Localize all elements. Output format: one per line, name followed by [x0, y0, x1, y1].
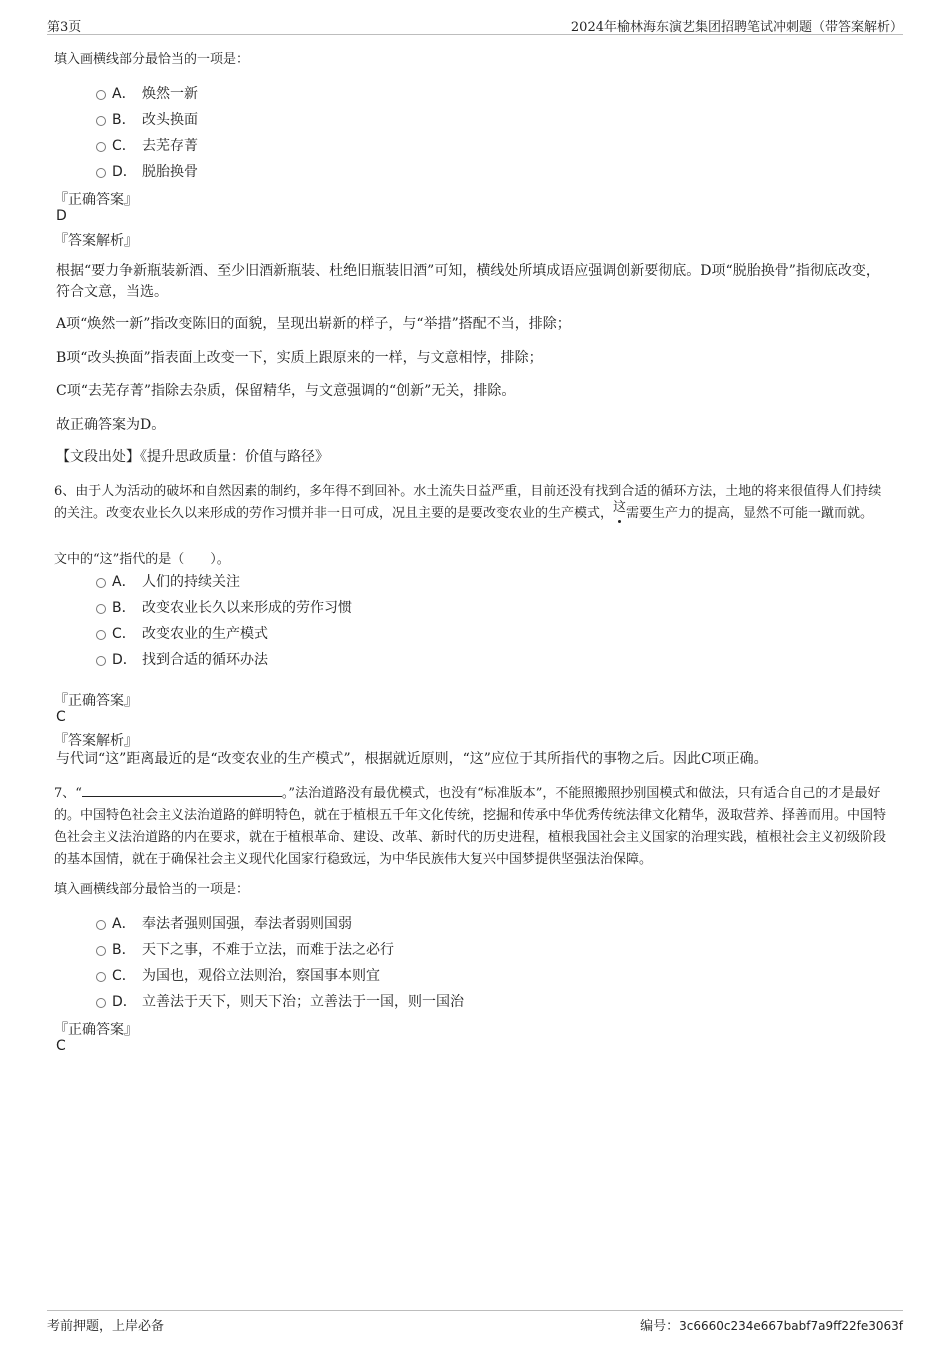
q7-option-d[interactable]: D． 立善法于天下，则天下治；立善法于一国，则一国治	[96, 991, 464, 1011]
q5-analysis-paragraph: C项“去芜存菁”指除去杂质，保留精华，与文意强调的“创新”无关，排除。	[56, 383, 516, 399]
radio-icon[interactable]	[96, 630, 106, 640]
q6-analysis: 与代词“这”距离最近的是“改变农业的生产模式”，根据就近原则，“这”应位于其所指代的事物之后。因此C项正确。	[56, 751, 768, 767]
q5-option-a[interactable]: A． 焕然一新	[96, 83, 198, 103]
radio-icon[interactable]	[96, 998, 106, 1008]
radio-icon[interactable]	[96, 920, 106, 930]
q5-option-b[interactable]: B． 改头换面	[96, 109, 198, 129]
q5-option-d[interactable]: D． 脱胎换骨	[96, 161, 198, 181]
q6-option-b[interactable]: B． 改变农业长久以来形成的劳作习惯	[96, 597, 352, 617]
q5-analysis-paragraph: 故正确答案为D。	[56, 417, 166, 433]
q5-option-c[interactable]: C． 去芜存菁	[96, 135, 198, 155]
q7-option-c[interactable]: C． 为国也，观俗立法则治，察国事本则宜	[96, 965, 380, 985]
q5-analysis-label: 『答案解析』	[54, 233, 138, 249]
q7-stem: 7、“ 。”法治道路没有最优模式，也没有“标准版本”，不能照搬照抄别国模式和做法，只有适合自己的才是最好的。中国特色社会主义法治道路的鲜明特色，就在于植根五千年文化传统，挖掘和传承中华优秀传统法律文化精华，汲取营养、择善而用。中国特色社会主义法治道路的内在要求，就在于植根革命、建设、改革、新时代的历史进程，植根我国社会主义国家的治理实践，植根社会主义初级阶段的基本国情，就在于确保社会主义现代化国家行稳致远，为中华民族伟大复兴中国梦提供坚强法治保障。	[54, 786, 887, 867]
page-footer	[47, 1310, 903, 1335]
fill-in-blank	[82, 784, 282, 797]
q6-option-a[interactable]: A． 人们的持续关注	[96, 571, 240, 591]
q6-option-d[interactable]: D． 找到合适的循环办法	[96, 649, 268, 669]
q6-analysis-label: 『答案解析』	[54, 733, 138, 749]
radio-icon[interactable]	[96, 142, 106, 152]
q7-option-a[interactable]: A． 奉法者强则国强，奉法者弱则国弱	[96, 913, 352, 933]
radio-icon[interactable]	[96, 168, 106, 178]
document-title: 2024年榆林海东演艺集团招聘笔试冲刺题（带答案解析）	[570, 20, 903, 35]
radio-icon[interactable]	[96, 578, 106, 588]
q6-answer: C	[56, 709, 66, 725]
q7-answer: C	[56, 1038, 66, 1054]
radio-icon[interactable]	[96, 656, 106, 666]
footer-slogan: 考前押题，上岸必备	[47, 1319, 165, 1334]
q5-prompt: 填入画横线部分最恰当的一项是：	[54, 52, 250, 67]
radio-icon[interactable]	[96, 116, 106, 126]
q5-analysis-paragraph: 根据“要力争新瓶装新酒、至少旧酒新瓶装、杜绝旧瓶装旧酒”可知，横线处所填成语应强调创新要彻底。D项“脱胎换骨”指彻底改变，符合文意，当选。	[56, 263, 880, 300]
q5-analysis-paragraph: A项“焕然一新”指改变陈旧的面貌，呈现出崭新的样子，与“举措”搭配不当，排除；	[56, 316, 571, 332]
radio-icon[interactable]	[96, 90, 106, 100]
q5-analysis-paragraph: B项“改头换面”指表面上改变一下，实质上跟原来的一样，与文意相悖，排除；	[56, 350, 543, 366]
page-header	[47, 14, 903, 35]
q6-prompt: 文中的“这”指代的是（ ）。	[54, 552, 230, 567]
radio-icon[interactable]	[96, 604, 106, 614]
q7-option-b[interactable]: B． 天下之事，不难于立法，而难于法之必行	[96, 939, 394, 959]
q5-source: 【文段出处】《提升思政质量：价值与路径》	[56, 449, 329, 465]
q5-answer: D	[56, 208, 67, 224]
emphasis-mark: 这	[613, 506, 626, 521]
radio-icon[interactable]	[96, 946, 106, 956]
q5-answer-label: 『正确答案』	[54, 192, 138, 208]
q7-prompt: 填入画横线部分最恰当的一项是：	[54, 882, 250, 897]
radio-icon[interactable]	[96, 972, 106, 982]
q6-stem: 6、由于人为活动的破坏和自然因素的制约，多年得不到回补。水土流失日益严重，目前还没有找到合适的循环方法，土地的将来很值得人们持续的关注。改变农业长久以来形成的劳作习惯并非一日可成，况且主要的是要改变农业的生产模式，这需要生产力的提高，显然不可能一蹴而就。	[54, 484, 882, 521]
q6-answer-label: 『正确答案』	[54, 693, 138, 709]
document-id: 编号：3c6660c234e667babf7a9ff22fe3063f	[640, 1319, 903, 1334]
page-number: 第3页	[47, 20, 82, 35]
q6-option-c[interactable]: C． 改变农业的生产模式	[96, 623, 268, 643]
q7-answer-label: 『正确答案』	[54, 1022, 138, 1038]
